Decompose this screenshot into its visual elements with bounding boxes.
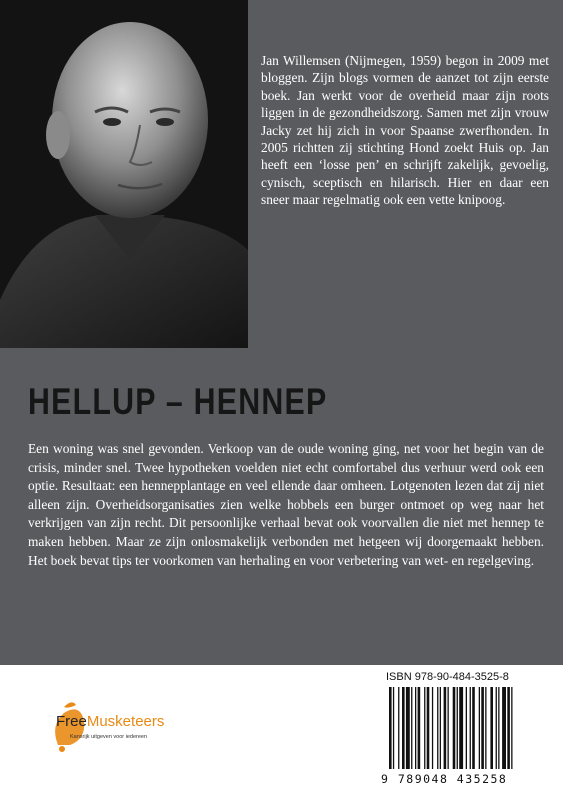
book-blurb: Een woning was snel gevonden. Verkoop van de oude woning ging, net voor het begin van de crisis, minder snel. Twee hypotheken voelden niet echt comfortabel dus verhuur werd ook een optie. Resultaat: een hennepplantage en veel ellende daar omheen. Lotgenoten lezen dat zij niet alleen zijn. Overheidsorganisaties zien welke hobbels een burger ontmoet op weg naar het verkrijgen van zijn recht. Dit persoonlijke verhaal bevat ook voorvallen die niet met hennep te maken hebben. Maar ze zijn onlosmakelijk verbonden met hetgeen wij doorgemaakt hebben. Het boek bevat tips ter voorkomen van herhaling en voor verbetering van wet- en regelgeving.: [28, 441, 544, 568]
book-title: HELLUP – HENNEP: [28, 381, 328, 422]
barcode: [383, 687, 548, 771]
barcode-digits: 9 789048 435258: [381, 772, 508, 786]
publisher-tagline: Kansrijk uitgeven voor iedereen: [70, 734, 148, 740]
publisher-name-part2: Musketeers: [86, 713, 165, 730]
publisher-name-part1: Free: [56, 713, 87, 730]
author-photo: [0, 0, 248, 348]
isbn-label: ISBN 978-90-484-3525-8: [386, 671, 509, 683]
author-bio: Jan Willemsen (Nijmegen, 1959) begon in 2009 met bloggen. Zijn blogs vormen de aanzet tot zijn eerste boek. Jan werkt voor de overheid maar zijn roots liggen in de gezondheidszorg. Samen met zijn vrouw Jacky zet hij zich in voor Spaanse zwerfhonden. In 2005 richtten zij stichting Hond zoekt Huis op. Jan heeft een ‘losse pen’ en schrijft zakelijk, gevoelig, cynisch, sceptisch en hilarisch. Hier en daar een sneer maar regelmatig ook een vette knipoog.: [261, 53, 549, 208]
publisher-name: [56, 713, 164, 730]
